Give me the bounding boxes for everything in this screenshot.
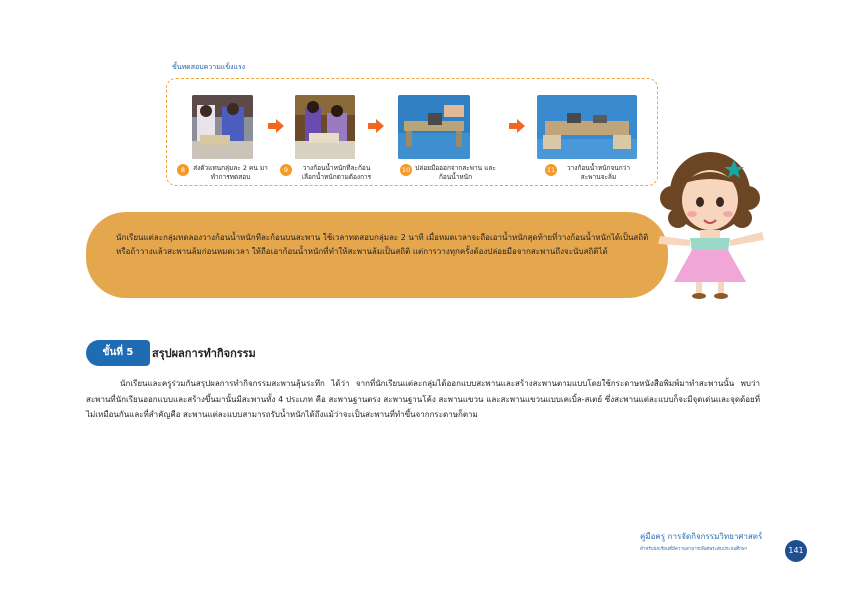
step-5-badge: ขั้นที่ 5 xyxy=(86,340,150,366)
step-10-photo xyxy=(398,95,470,159)
step-9-photo xyxy=(295,95,355,159)
step-5-heading: สรุปผลการทำกิจกรรม xyxy=(152,347,256,360)
step-11-caption xyxy=(545,164,637,182)
step-number-badge: 9 xyxy=(280,164,292,176)
step-caption-text: วางก้อนน้ำหนักจนกว่า สะพานจะล้ม xyxy=(566,164,630,181)
step-8-photo xyxy=(192,95,253,159)
step-11-photo xyxy=(537,95,637,159)
speech-bubble-text: นักเรียนแต่ละกลุ่มทดลองวางก้อนน้ำหนักทีละก้อนบนสะพาน ใช้เวลาทดสอบกลุ่มละ 2 นาที เมื่อหมดเวลาจะถือเอาน้ำหนักสุดท้ายที่วางก้อนน้ำหนักได้เป็นสถิติ หรือถ้าวางแล้วสะพานล้มก่อนหมดเวลา ให้ถือเอาก้อนน้ำหนักที่ทำให้สะพานล้มเป็นสถิติ แต่การวางทุกครั้งต้องปล่อยมือจากสะพานถึงจะนับสถิติได้ xyxy=(116,233,649,256)
step-caption-text: ปล่อยมือออกจากสะพาน และก้อนน้ำหนัก xyxy=(415,164,496,181)
step-number-badge: 10 xyxy=(401,166,411,174)
step-caption-text: ส่งตัวแทนกลุ่มละ 2 คน มาทำการทดสอบ xyxy=(193,164,268,181)
step-9-caption xyxy=(280,164,378,182)
step-5-body xyxy=(86,376,760,423)
step-10-caption xyxy=(400,164,496,182)
step-number-badge: 11 xyxy=(546,166,556,174)
footer-title: คู่มือครู การจัดกิจกรรมวิทยาศาสตร์ xyxy=(640,532,763,541)
page-number: 141 xyxy=(785,540,807,562)
section-title: ขั้นทดสอบความแข็งแรง xyxy=(172,63,246,71)
girl-illustration xyxy=(650,140,770,300)
footer-subtitle: สำหรับนักเรียนที่มีความสามารถพิเศษระดับประถมศึกษา xyxy=(640,547,748,552)
step-number-badge: 8 xyxy=(177,164,189,176)
step-8-caption xyxy=(177,164,269,182)
step-caption-text: วางก้อนน้ำหนักทีละก้อน เลือกน้ำหนักตามต้องการ xyxy=(301,164,372,181)
step-5-paragraph: นักเรียนและครูร่วมกันสรุปผลการทำกิจกรรมสะพานลุ้นระทึก ได้ว่า จากที่นักเรียนแต่ละกลุ่มได้ออกแบบสะพานและสร้างสะพานตามแบบโดยใช้กระดาษหนังสือพิมพ์มาทำสะพานนั้น พบว่าสะพานที่นักเรียนออกแบบและสร้างขึ้นมานั้นมีสะพานทั้ง 4 ประเภท คือ สะพานฐานตรง สะพานฐานโค้ง สะพานแขวน และสะพานแขวนแบบเคเบิ้ล-สเตย์ ซึ่งสะพานแต่ละแบบก็จะมีจุดเด่นและจุดด้อยที่ไม่เหมือนกันและที่สำคัญคือ สะพานแต่ละแบบสามารถรับน้ำหนักได้ถึงแม้ว่าจะเป็นสะพานที่ทำขึ้นจากกระดาษก็ตาม xyxy=(86,379,760,419)
